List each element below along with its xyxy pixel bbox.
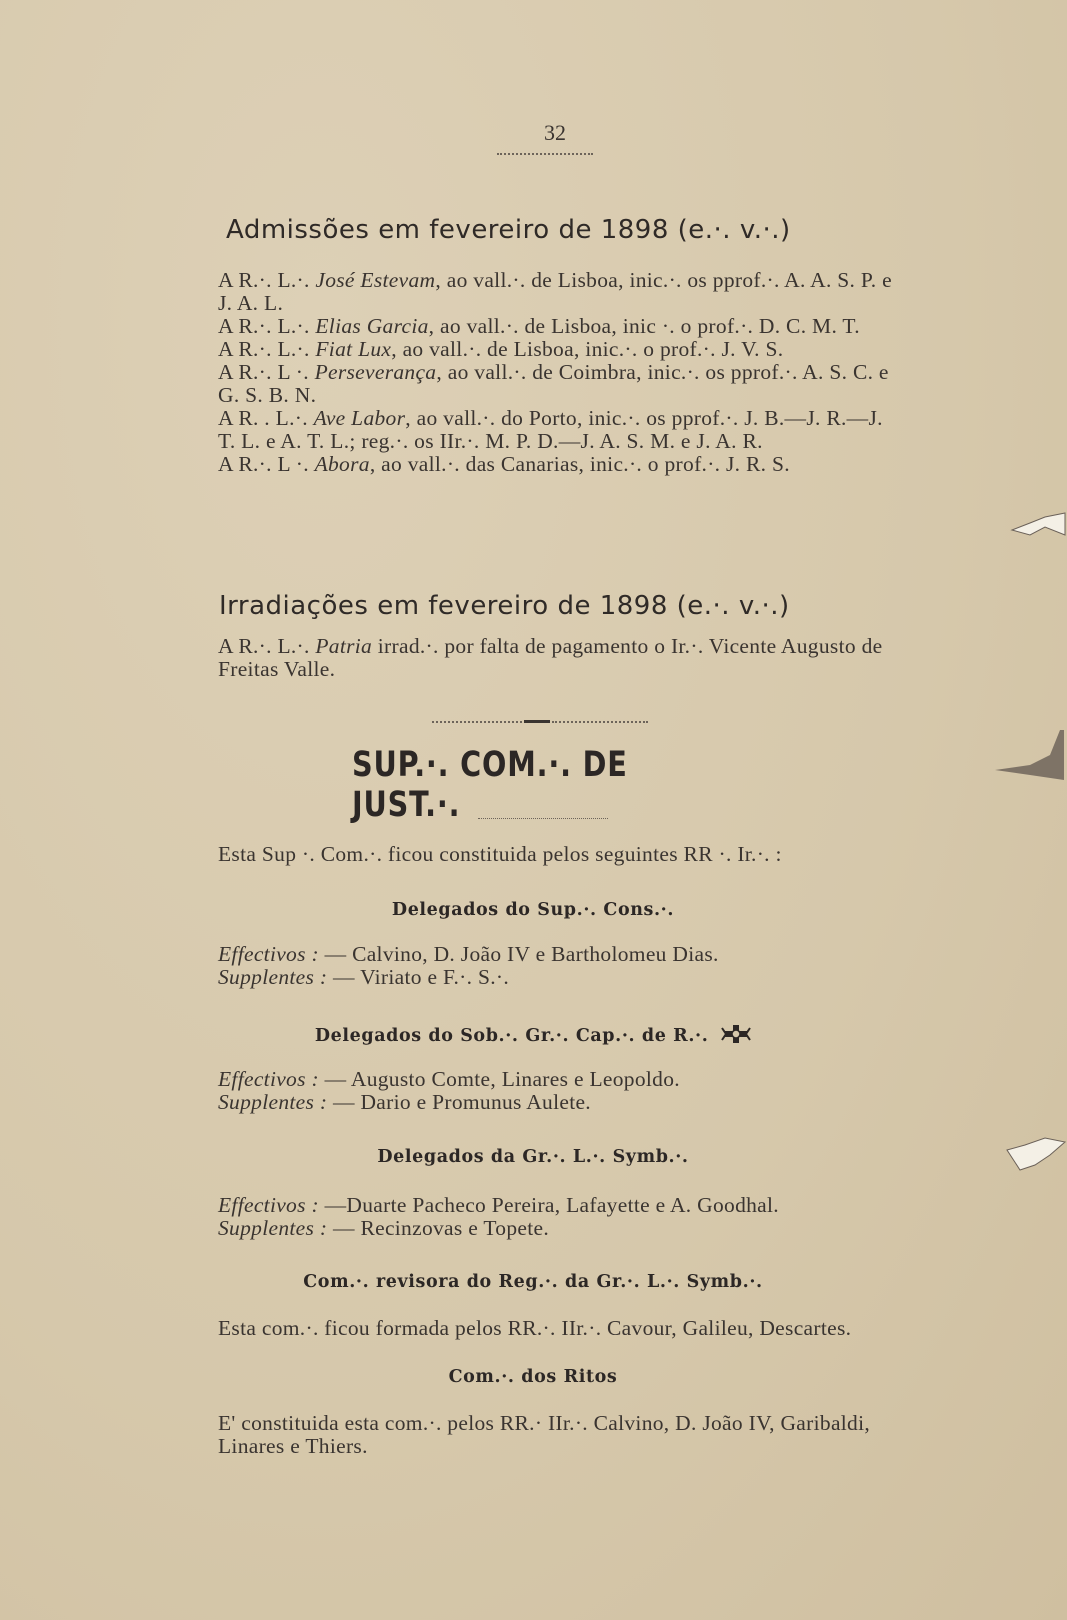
section-body: Effectivos : — Augusto Comte, Linares e Leopoldo. Supplentes : — Dario e Promunus Aulete.: [218, 1067, 680, 1114]
irradiacoes-heading: Irradiações em fevereiro de 1898 (e.·. v.·.): [219, 591, 790, 621]
admissao-entry: A R.·. L.·. José Estevam, ao vall.·. de Lisboa, inic.·. os pprof.·. A. A. S. P. e J. A. L.: [218, 268, 892, 315]
separator-dotted: [552, 721, 648, 723]
irradiacoes-text: A R.·. L.·. Patria irrad.·. por falta de pagamento o Ir.·. Vicente Augusto de Freitas Valle.: [218, 634, 883, 681]
ritos-text: E' constituida esta com.·. pelos RR.· IIr.·. Calvino, D. João IV, Garibaldi, Linares e Thiers.: [218, 1411, 871, 1458]
section-body: Effectivos : —Duarte Pacheco Pereira, Lafayette e A. Goodhal. Supplentes : — Recinzovas e Topete.: [218, 1193, 779, 1240]
page-number-rule: [497, 153, 593, 155]
page-number: 32: [544, 120, 566, 145]
page-damage-mark: [1010, 505, 1067, 555]
admissao-entry: A R.·. L.·. Fiat Lux, ao vall.·. de Lisboa, inic.·. o prof.·. J. V. S.: [218, 337, 784, 361]
page-damage-mark: [1005, 1130, 1067, 1180]
admissoes-heading: Admissões em fevereiro de 1898 (e.·. v.·.): [226, 215, 791, 245]
sup-com-title: SUP.·. COM.·. DE JUST.·.: [352, 745, 628, 825]
admissao-entry: A R.·. L ·. Perseverança, ao vall.·. de Coimbra, inic.·. os pprof.·. A. S. C. e G. S. B. N.: [218, 360, 889, 407]
separator-dotted: [478, 818, 608, 819]
section-heading: Delegados do Sup.·. Cons.·.: [391, 900, 675, 920]
sup-com-intro: Esta Sup ·. Com.·. ficou constituida pelos seguintes RR ·. Ir.·. :: [218, 842, 782, 866]
page-damage-mark: [990, 725, 1067, 785]
admissao-entry: A R.·. L.·. Elias Garcia, ao vall.·. de Lisboa, inic ·. o prof.·. D. C. M. T.: [218, 314, 860, 338]
admissoes-list: [182, 269, 902, 476]
section-heading: Com.·. revisora do Reg.·. da Gr.·. L.·. Symb.·.: [303, 1272, 763, 1292]
section-heading: Delegados do Sob.·. Gr.·. Cap.·. de R.·.: [83, 1023, 983, 1050]
section-body: Effectivos : — Calvino, D. João IV e Bartholomeu Dias. Supplentes : — Viriato e F.·. S.·.: [218, 942, 719, 989]
revisora-text: Esta com.·. ficou formada pelos RR.·. IIr.·. Cavour, Galileu, Descartes.: [218, 1316, 852, 1340]
masonic-cross-icon: [721, 1023, 751, 1050]
separator-dotted: [432, 721, 522, 723]
separator-dash: [524, 720, 550, 723]
section-heading: Delegados da Gr.·. L.·. Symb.·.: [377, 1147, 689, 1167]
section-heading: Com.·. dos Ritos: [448, 1367, 618, 1387]
admissao-entry: A R. . L.·. Ave Labor, ao vall.·. do Porto, inic.·. os pprof.·. J. B.—J. R.—J. T. L. e A. T. L.; reg.·. os IIr.·. M. P. D.—J. A. S. M. e J. A. R.: [218, 406, 883, 453]
admissao-entry: A R.·. L ·. Abora, ao vall.·. das Canarias, inic.·. o prof.·. J. R. S.: [218, 452, 790, 476]
